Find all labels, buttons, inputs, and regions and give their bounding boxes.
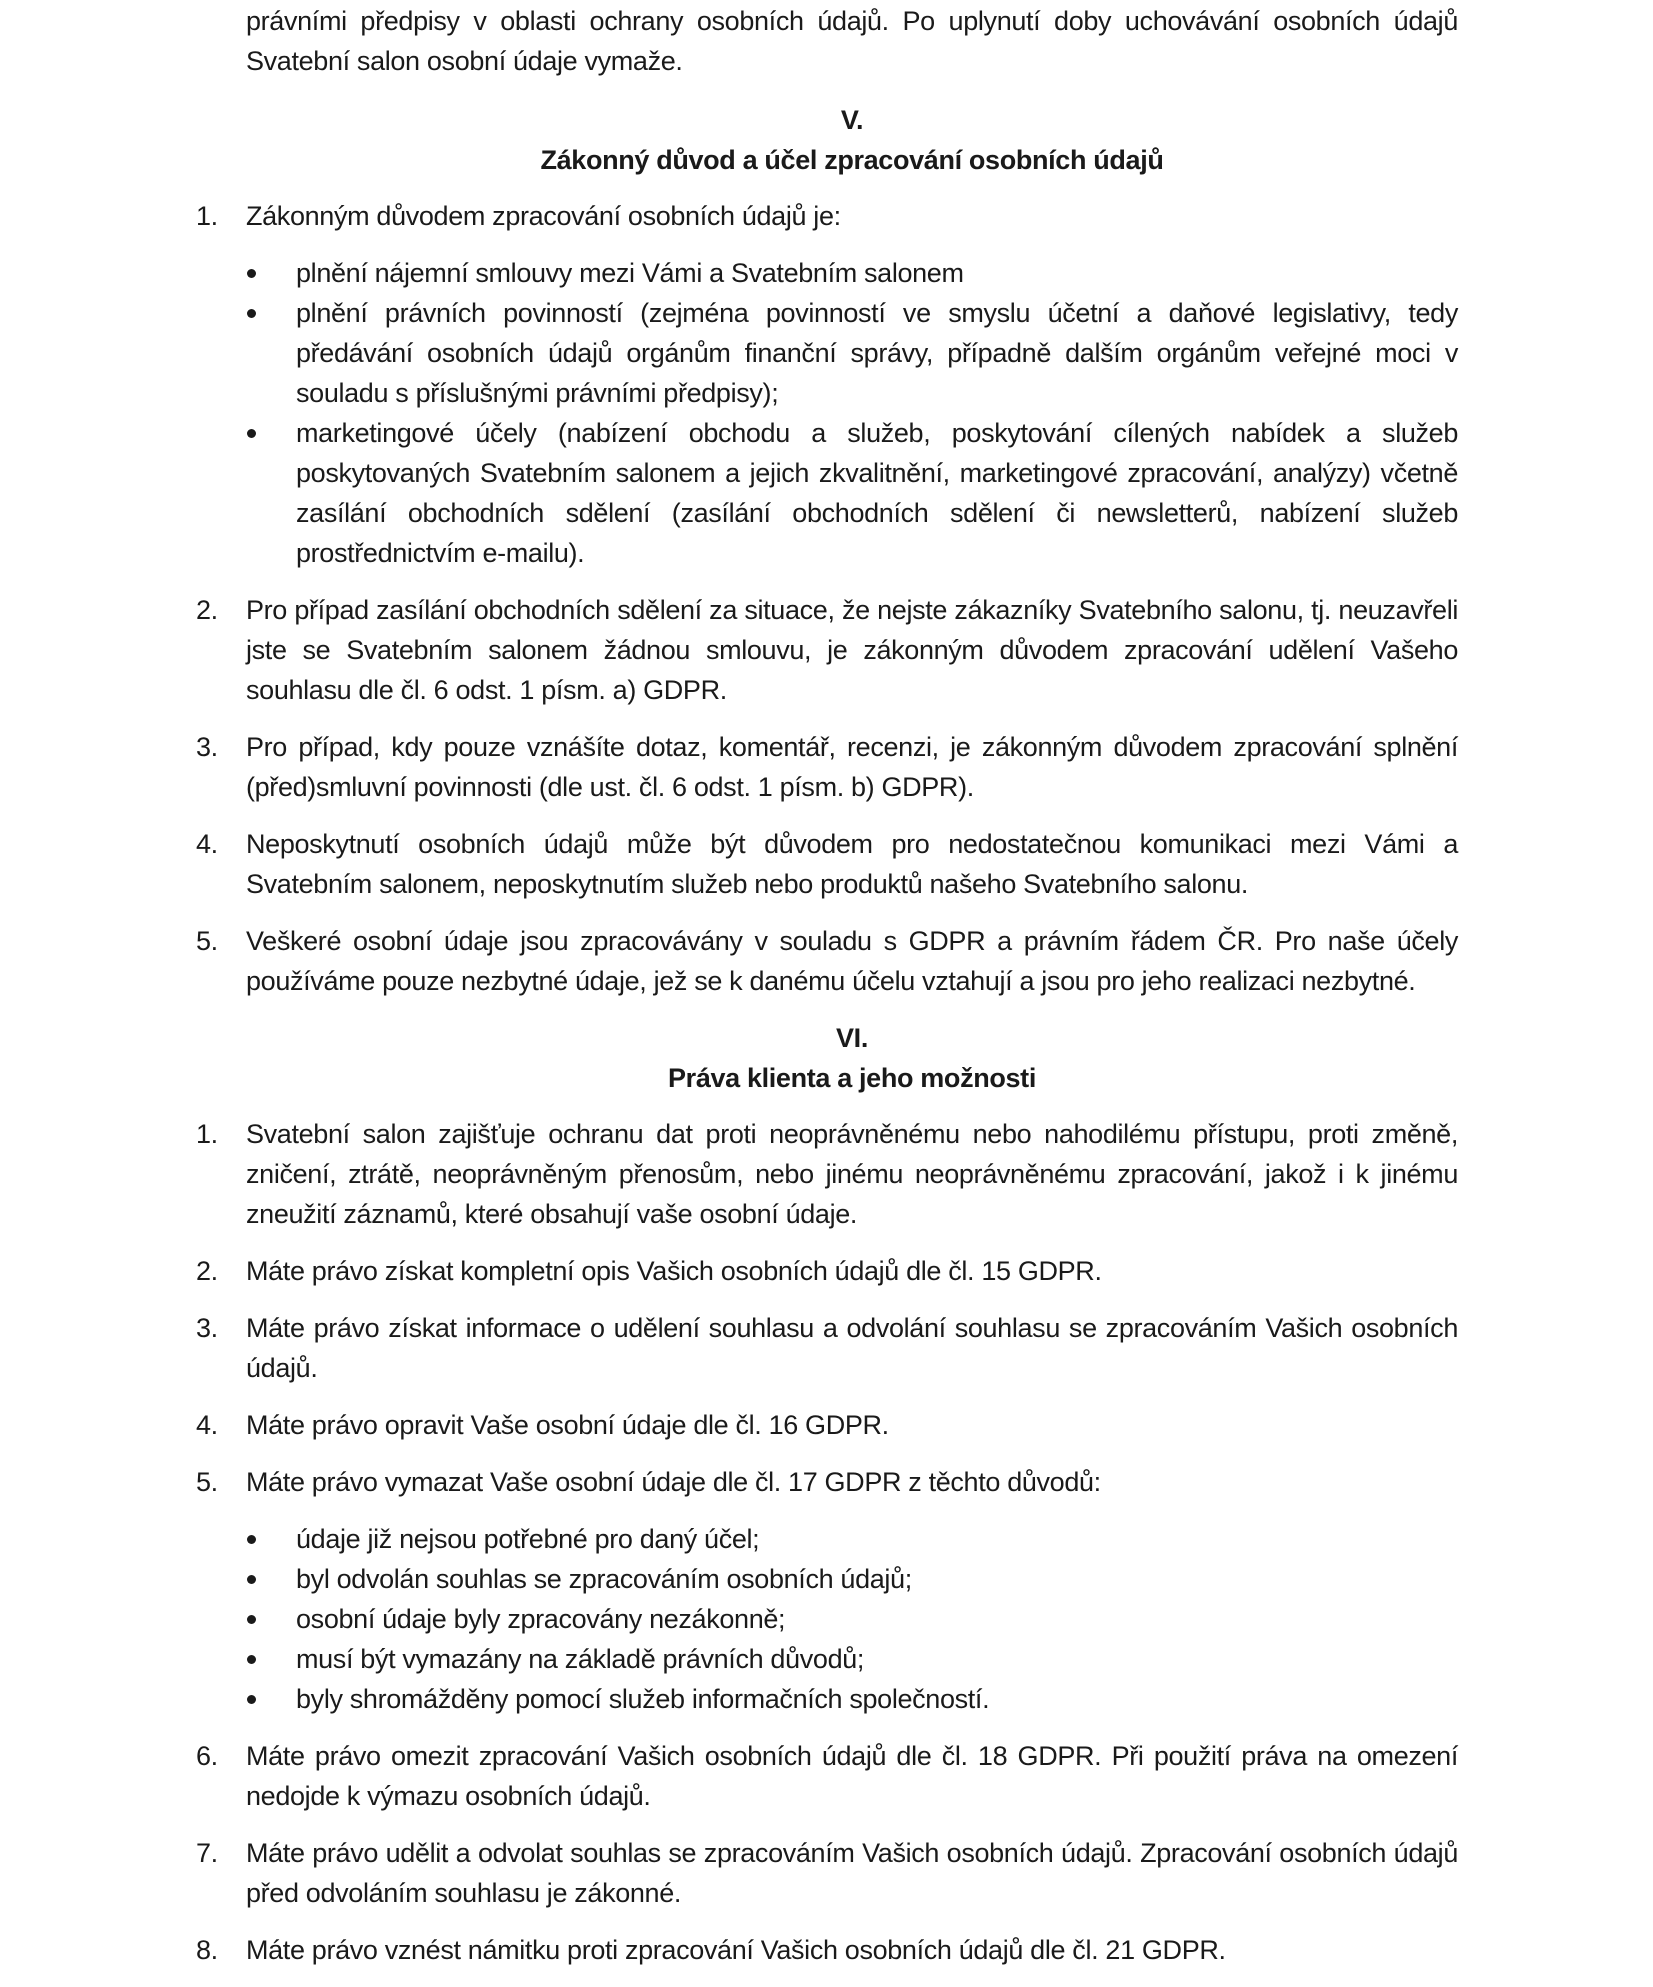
section-vi-bullet-list: [196, 1519, 1458, 1719]
list-item: [196, 253, 1458, 293]
section-v-bullet-list: [196, 253, 1458, 573]
bullet-icon: [247, 429, 256, 438]
section-vi-title: Práva klienta a jeho možnosti: [668, 1063, 1036, 1093]
list-item: [196, 1679, 1458, 1719]
list-item-text: marketingové účely (nabízení obchodu a služeb, poskytování cílených nabídek a služeb poskytovaných Svatebním salonem a jejich zkvalitnění, marketingové zpracování, analýzy) včetně zasílání obchodních sdělení (zasílání obchodních sdělení či newsletterů, nabízení služeb prostřednictvím e-mailu).: [296, 418, 1458, 568]
document-body: [196, 0, 1458, 1987]
list-item-text: osobní údaje byly zpracovány nezákonně;: [296, 1604, 786, 1634]
section-vi-heading: [196, 1018, 1458, 1098]
item-number: 2.: [196, 595, 218, 625]
section-v-item-1: [196, 196, 1458, 236]
section-v-item-2: [196, 590, 1458, 710]
item-text: Máte právo udělit a odvolat souhlas se zpracováním Vašich osobních údajů. Zpracování osobních údajů před odvoláním souhlasu je zákonné.: [246, 1838, 1458, 1908]
section-v-heading: [196, 100, 1458, 180]
section-vi-item-3: [196, 1308, 1458, 1388]
section-v-item-4: [196, 824, 1458, 904]
section-vi-item-8: [196, 1930, 1458, 1970]
section-v-numeral: V.: [840, 105, 864, 135]
intro-paragraph: právními předpisy v oblasti ochrany osobních údajů. Po uplynutí doby uchovávání osobních údajů Svatební salon osobní údaje vymaže.: [246, 6, 1458, 76]
list-item: [196, 1599, 1458, 1639]
item-text: Neposkytnutí osobních údajů může být důvodem pro nedostatečnou komunikaci mezi Vámi a Svatebním salonem, neposkytnutím služeb nebo produktů našeho Svatebního salonu.: [246, 829, 1458, 899]
section-vi-numeral: VI.: [836, 1023, 868, 1053]
section-vi-item-6: [196, 1736, 1458, 1816]
list-item: [196, 1519, 1458, 1559]
item-text: Máte právo opravit Vaše osobní údaje dle čl. 16 GDPR.: [246, 1410, 889, 1440]
list-item-text: údaje již nejsou potřebné pro daný účel;: [296, 1524, 760, 1554]
item-number: 5.: [196, 926, 218, 956]
section-v-item-3: [196, 727, 1458, 807]
section-vi-item-7: [196, 1833, 1458, 1913]
item-number: 4.: [196, 829, 218, 859]
list-item: [196, 1559, 1458, 1599]
bullet-icon: [247, 1655, 256, 1664]
item-text: Pro případ, kdy pouze vznášíte dotaz, komentář, recenzi, je zákonným důvodem zpracování splnění (před)smluvní povinnosti (dle ust. čl. 6 odst. 1 písm. b) GDPR).: [246, 732, 1458, 802]
item-number: 8.: [196, 1935, 218, 1965]
list-item: [196, 1639, 1458, 1679]
list-item-text: byly shromážděny pomocí služeb informačních společností.: [296, 1684, 990, 1714]
item-number: 3.: [196, 732, 218, 762]
list-item: [196, 293, 1458, 413]
item-text: Svatební salon zajišťuje ochranu dat proti neoprávněnému nebo nahodilému přístupu, proti změně, zničení, ztrátě, neoprávněným přenosům, nebo jinému neoprávněnému zpracování, jakož i k jinému zneužití záznamů, které obsahují vaše osobní údaje.: [246, 1119, 1458, 1229]
item-number: 4.: [196, 1410, 218, 1440]
item-number: 5.: [196, 1467, 218, 1497]
section-vi-item-2: [196, 1251, 1458, 1291]
item-text: Máte právo vymazat Vaše osobní údaje dle čl. 17 GDPR z těchto důvodů:: [246, 1467, 1101, 1497]
item-text: Máte právo omezit zpracování Vašich osobních údajů dle čl. 18 GDPR. Při použití práva na omezení nedojde k výmazu osobních údajů.: [246, 1741, 1458, 1811]
bullet-icon: [247, 1695, 256, 1704]
item-text: Máte právo získat kompletní opis Vašich osobních údajů dle čl. 15 GDPR.: [246, 1256, 1102, 1286]
bullet-icon: [247, 269, 256, 278]
bullet-icon: [247, 1615, 256, 1624]
section-vi-item-1: [196, 1114, 1458, 1234]
item-number: 3.: [196, 1313, 218, 1343]
list-item-text: plnění právních povinností (zejména povinností ve smyslu účetní a daňové legislativy, tedy předávání osobních údajů orgánům finanční správy, případně dalším orgánům veřejné moci v souladu s příslušnými právními předpisy);: [296, 298, 1458, 408]
bullet-icon: [247, 1535, 256, 1544]
bullet-icon: [247, 309, 256, 318]
item-number: 2.: [196, 1256, 218, 1286]
section-vi-item-5: [196, 1462, 1458, 1502]
item-number: 1.: [196, 1119, 218, 1149]
item-number: 6.: [196, 1741, 218, 1771]
section-v-item-5: [196, 921, 1458, 1001]
section-vi-item-4: [196, 1405, 1458, 1445]
item-text: Pro případ zasílání obchodních sdělení za situace, že nejste zákazníky Svatebního salonu, tj. neuzavřeli jste se Svatebním salonem žádnou smlouvu, je zákonným důvodem zpracování udělení Vašeho souhlasu dle čl. 6 odst. 1 písm. a) GDPR.: [246, 595, 1458, 705]
item-text: Zákonným důvodem zpracování osobních údajů je:: [246, 201, 841, 231]
item-text: Máte právo získat informace o udělení souhlasu a odvolání souhlasu se zpracováním Vašich osobních údajů.: [246, 1313, 1458, 1383]
list-item: [196, 413, 1458, 573]
item-text: Máte právo vznést námitku proti zpracování Vašich osobních údajů dle čl. 21 GDPR.: [246, 1935, 1226, 1965]
item-number: 1.: [196, 201, 218, 231]
item-number: 7.: [196, 1838, 218, 1868]
item-text: Veškeré osobní údaje jsou zpracovávány v souladu s GDPR a právním řádem ČR. Pro naše účely používáme pouze nezbytné údaje, jež se k danému účelu vztahují a jsou pro jeho realizaci nezbytné.: [246, 926, 1458, 996]
list-item-text: musí být vymazány na základě právních důvodů;: [296, 1644, 865, 1674]
bullet-icon: [247, 1575, 256, 1584]
section-v-title: Zákonný důvod a účel zpracování osobních údajů: [540, 145, 1164, 175]
list-item-text: byl odvolán souhlas se zpracováním osobních údajů;: [296, 1564, 912, 1594]
list-item-text: plnění nájemní smlouvy mezi Vámi a Svatebním salonem: [296, 258, 964, 288]
